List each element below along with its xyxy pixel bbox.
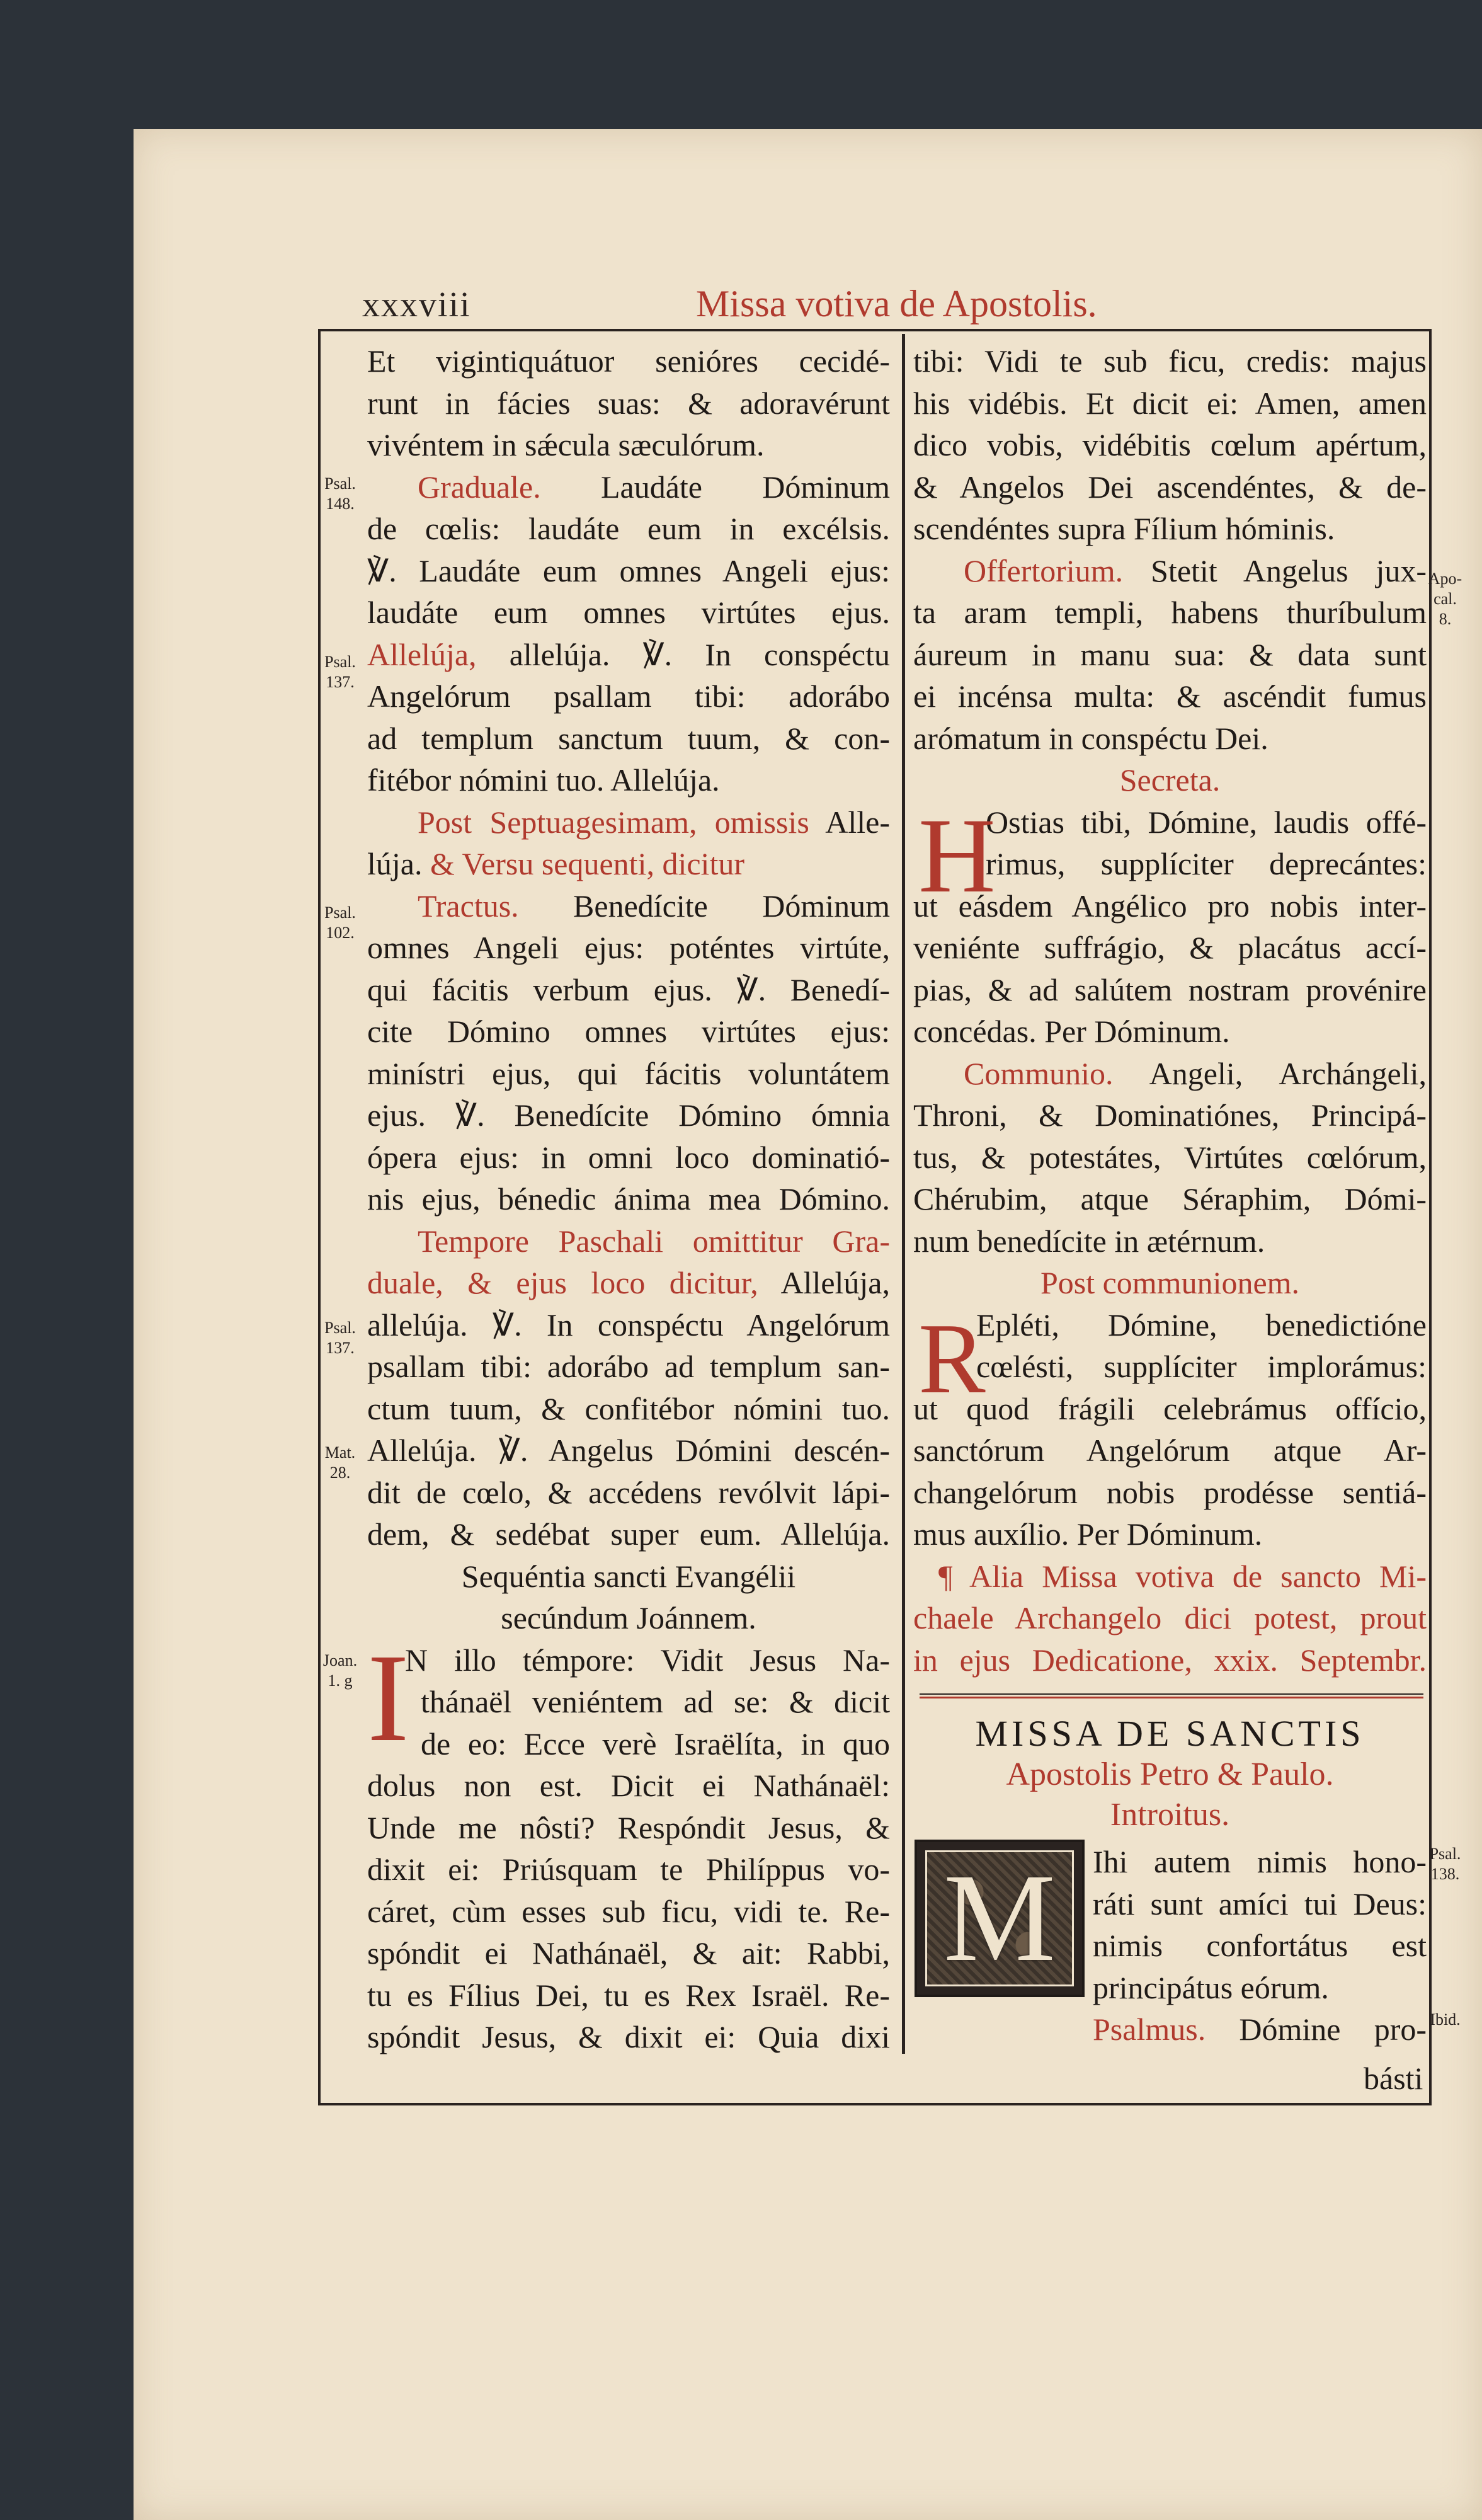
rubric-line	[367, 843, 890, 885]
gospel-line: N illo témpore: Vidit Jesus Na-	[405, 1642, 890, 1678]
graduale-line	[367, 466, 890, 508]
introitus-line: principátus eórum.	[1093, 1969, 1329, 2005]
margin-note-ibid: Ibid.	[1430, 2010, 1461, 2029]
tempore-rubric-2: duale, & ejus loco dicitur,	[367, 1265, 758, 1300]
communio-label: Communio.	[964, 1055, 1114, 1091]
gospel-dropcap: I	[367, 1629, 409, 1768]
catchword: básti	[1364, 2061, 1423, 2096]
margin-note-psal137: Psal. 137.	[324, 653, 356, 691]
missa-title: MISSA DE SANCTIS	[975, 1713, 1365, 1754]
rubric-black: lúja.	[367, 846, 423, 881]
text-line: dit de cœlo, & accédens revólvit lápi-	[367, 1474, 890, 1510]
tractus-label: Tractus.	[418, 888, 519, 924]
text-line: fitébor nómini tuo. Allelúja.	[367, 762, 720, 798]
offertorium-line	[913, 550, 1427, 592]
text-line: áureum in manu sua: & data sunt	[913, 636, 1427, 672]
text-line: allelúja. ℣. In conspéctu Angelórum	[367, 1307, 890, 1343]
margin-note-psal148: Psal. 148.	[324, 474, 356, 513]
running-header	[362, 282, 1433, 330]
text-line: ad templum sanctum tuum, & con-	[367, 720, 890, 756]
text-line: nis ejus, bénedic ánima mea Dómino.	[367, 1181, 890, 1217]
introitus-text	[1093, 1841, 1427, 2051]
text-line: ℣. Laudáte eum omnes Angeli ejus:	[367, 553, 890, 588]
secreta-dropcap: H	[918, 796, 996, 915]
gospel-line: dolus non est. Dicit ei Nathánaël:	[367, 1768, 890, 1803]
secreta-line: rimus, supplíciter deprecántes:	[986, 846, 1427, 881]
text-line: Allelúja. ℣. Angelus Dómini descén-	[367, 1433, 890, 1468]
text-line: dem, & sedébat super eum. Allelúja.	[367, 1516, 890, 1552]
text-line: Et vigintiquátuor senióres cecidé-	[367, 343, 890, 379]
communio-line	[913, 1053, 1427, 1095]
margin-note-psal137b: Psal. 137.	[324, 1319, 356, 1357]
secreta-line: ut eásdem Angélico pro nobis inter-	[913, 888, 1427, 924]
text-line: vivéntem in sǽcula sæculórum.	[367, 427, 765, 462]
postcommunion-line: Epléti, Dómine, benedictióne	[976, 1307, 1427, 1343]
column-rule	[902, 334, 905, 2054]
text-line: scendéntes supra Fílium hóminis.	[913, 511, 1335, 546]
introitus-line: nimis confortátus est	[1093, 1928, 1427, 1963]
rubric-black: Allelúja,	[780, 1265, 890, 1300]
text-line: Throni, & Dominatiónes, Principá-	[913, 1097, 1427, 1133]
text-line: minístri ejus, qui fácitis voluntátem	[367, 1055, 890, 1091]
secreta-line: veniénte suffrágio, & placátus accí-	[913, 930, 1427, 965]
post-communionem-heading: Post communionem.	[1040, 1265, 1300, 1300]
rubric-line	[367, 1262, 890, 1304]
psalmus-line	[1093, 2008, 1427, 2051]
text-line: ópera ejus: in omni loco dominatió-	[367, 1139, 890, 1175]
gospel-line: tu es Fílius Dei, tu es Rex Israël. Re-	[367, 1977, 890, 2013]
text-line: laudáte eum omnes virtútes ejus.	[367, 595, 890, 630]
woodcut-ornament	[925, 1850, 1074, 1986]
introitus-heading: Introitus.	[1110, 1797, 1230, 1833]
text-line: psallam tibi: adorábo ad templum san-	[367, 1349, 890, 1384]
woodcut-initial	[915, 1840, 1085, 1997]
secreta-line: concédas. Per Dóminum.	[913, 1014, 1230, 1049]
text-line: dico vobis, vidébitis cœlum apértum,	[913, 427, 1427, 462]
gospel-line: spóndit Jesus, & dixit ei: Quia dixi	[367, 2019, 890, 2054]
secreta-line: Ostias tibi, Dómine, laudis offé-	[986, 804, 1427, 840]
offertorium-label: Offertorium.	[964, 553, 1124, 588]
margin-note-mat28: Mat. 28.	[324, 1443, 356, 1482]
rubric-black: Alle-	[825, 804, 890, 840]
text-line: arómatum in conspéctu Dei.	[913, 720, 1268, 756]
postcommunion-line: sanctórum Angelórum atque Ar-	[913, 1433, 1427, 1468]
secreta-heading: Secreta.	[1119, 762, 1221, 798]
alia-rubric: chaele Archangelo dici potest, prout	[913, 1600, 1427, 1635]
margin-note-psal138: Psal. 138.	[1429, 1845, 1461, 1883]
text-line: de cœlis: laudáte eum in excélsis.	[367, 511, 890, 546]
margin-note-psal102: Psal. 102.	[324, 903, 356, 942]
section-divider	[920, 1693, 1423, 1695]
communio-start: Angeli, Archángeli,	[1149, 1055, 1427, 1091]
alleluia-label: Allelúja,	[367, 636, 477, 672]
margin-note-joan1: Joan. 1. g	[322, 1651, 358, 1690]
tractus-start: Benedícite Dóminum	[573, 888, 890, 924]
text-line: num benedícite in ætérnum.	[913, 1223, 1265, 1259]
woodcut-letter: M	[943, 1848, 1056, 1988]
text-line: Angelórum psallam tibi: adorábo	[367, 679, 890, 714]
running-title: Missa votiva de Apostolis.	[696, 283, 1097, 324]
gospel-line: Unde me nôsti? Respóndit Jesus, &	[367, 1809, 890, 1845]
psalmus-start: Dómine pro-	[1239, 2012, 1427, 2047]
post-septuagesimam-rubric: Post Septuagesimam, omissis	[418, 804, 809, 840]
missa-title-block	[913, 1712, 1427, 1835]
gospel-line: cáret, cùm esses sub ficu, vidi te. Re-	[367, 1893, 890, 1929]
gospel-line: thánaël veniéntem ad se: & dicit	[421, 1684, 890, 1719]
tractus-line	[367, 885, 890, 927]
text-line: ei incénsa multa: & ascéndit fumus	[913, 679, 1427, 714]
text-line: & Angelos Dei ascendéntes, & de-	[913, 469, 1427, 505]
rubric-line	[367, 801, 890, 844]
sequentia-heading: Sequéntia sancti Evangélii	[461, 1558, 796, 1594]
postcommunion-line: ut quod frágili celebrámus offício,	[913, 1390, 1427, 1426]
offertorium-start: Stetit Angelus jux-	[1151, 553, 1427, 588]
text-line: cite Dómino omnes virtútes ejus:	[367, 1014, 890, 1049]
folio-number: xxxviii	[362, 285, 471, 324]
text-line: ctum tuum, & confitébor nómini tuo.	[367, 1390, 890, 1426]
graduale-start: Laudáte Dóminum	[600, 469, 890, 505]
text-line: runt in fácies suas: & adoravérunt	[367, 385, 890, 421]
section-divider-red	[920, 1697, 1423, 1698]
text-line: ejus. ℣. Benedícite Dómino ómnia	[367, 1097, 890, 1133]
postcommunion-dropcap: R	[918, 1302, 986, 1414]
text-line: omnes Angeli ejus: poténtes virtúte,	[367, 930, 890, 965]
versu-rubric: & Versu sequenti, dicitur	[430, 846, 744, 881]
introitus-line: Ihi autem nimis hono-	[1093, 1844, 1427, 1879]
alia-rubric: in ejus Dedicatione, xxix. Septembr.	[913, 1642, 1427, 1678]
psalmus-label: Psalmus.	[1093, 2012, 1206, 2047]
text-line: ta aram templi, habens thuríbulum	[913, 595, 1427, 630]
text-line: his vidébis. Et dicit ei: Amen, amen	[913, 385, 1427, 421]
right-column	[913, 340, 1427, 1681]
postcommunion-line: changelórum nobis prodésse sentiá-	[913, 1474, 1427, 1510]
alleluia-rest: allelúja. ℣. In conspéctu	[509, 636, 890, 672]
tempore-rubric: Tempore Paschali omittitur Gra-	[418, 1223, 890, 1259]
text-line: tibi: Vidi te sub ficu, credis: majus	[913, 343, 1427, 379]
postcommunion-line: mus auxílio. Per Dóminum.	[913, 1516, 1263, 1552]
gospel-line: dixit ei: Priúsquam te Philíppus vo-	[367, 1852, 890, 1887]
left-column	[367, 340, 890, 2058]
gospel-line: de eo: Ecce verè Israëlíta, in quo	[421, 1726, 890, 1761]
text-line: qui fácitis verbum ejus. ℣. Benedí-	[367, 971, 890, 1007]
secreta-line: pias, & ad salútem nostram provénire	[913, 971, 1427, 1007]
sequentia-heading-2: secúndum Joánnem.	[501, 1600, 756, 1635]
text-line: tus, & potestátes, Virtútes cœlórum,	[913, 1139, 1427, 1175]
graduale-label: Graduale.	[418, 469, 541, 505]
text-line: Chérubim, atque Séraphim, Dómi-	[913, 1181, 1427, 1217]
postcommunion-line: cœlésti, supplíciter implorámus:	[976, 1349, 1427, 1384]
gospel-line: spóndit ei Nathánaël, & ait: Rabbi,	[367, 1935, 890, 1971]
introitus-line: ráti sunt amíci tui Deus:	[1093, 1886, 1427, 1922]
margin-note-apoc8: Apo- cal. 8.	[1428, 570, 1462, 628]
alleluia-line	[367, 634, 890, 676]
alia-rubric: ¶ Alia Missa votiva de sancto Mi-	[938, 1558, 1427, 1594]
missa-subtitle: Apostolis Petro & Paulo.	[1006, 1756, 1334, 1792]
